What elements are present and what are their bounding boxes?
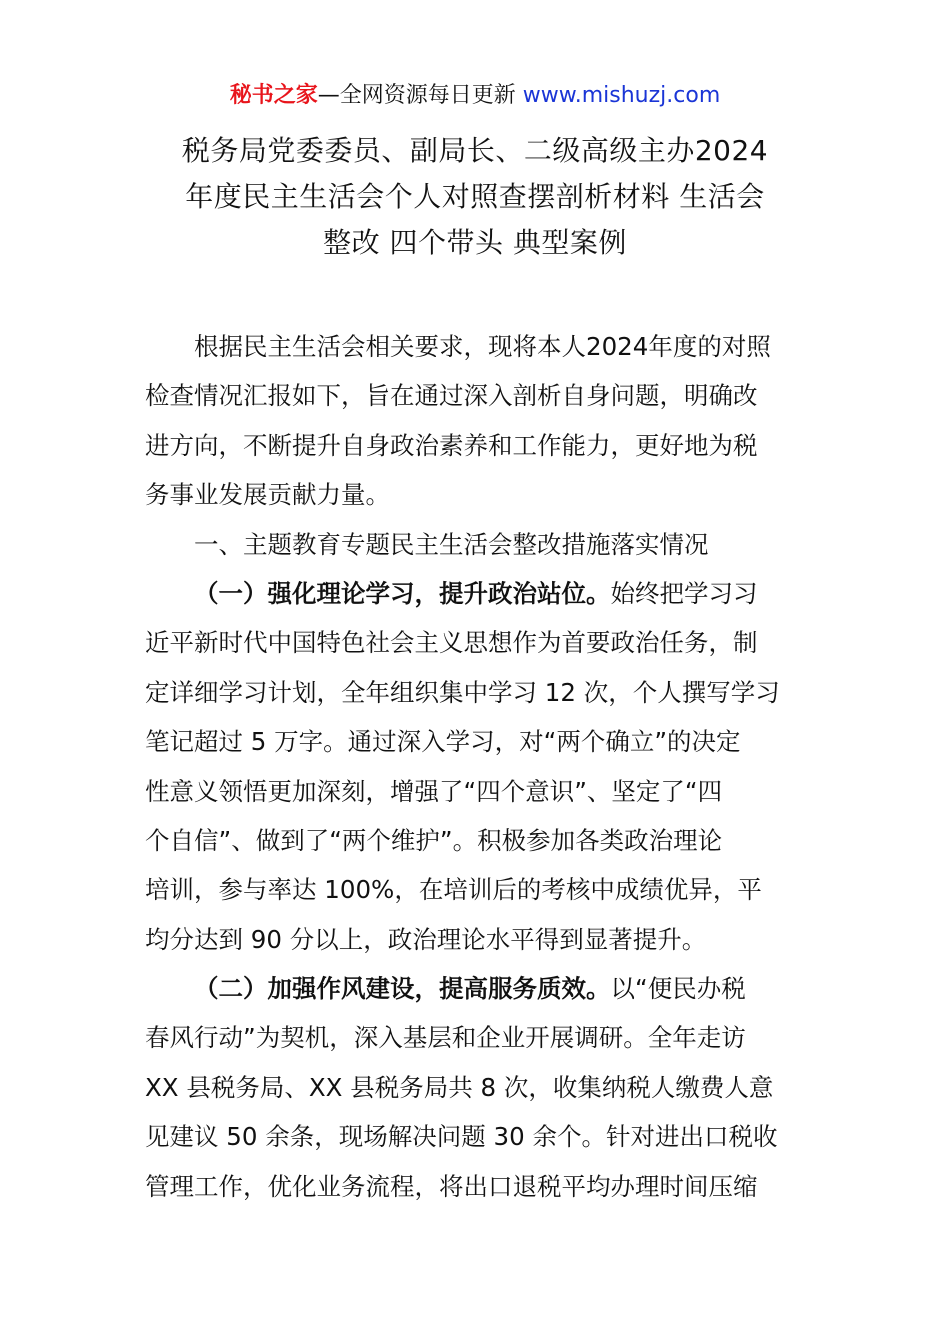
section-heading — [145, 520, 810, 569]
site-slogan: —全网资源每日更新 — [317, 83, 516, 108]
text-line: 定详细学习计划，全年组织集中学习 12 次，个人撰写学习 — [145, 677, 780, 707]
text-line: 近平新时代中国特色社会主义思想作为首要政治任务，制 — [145, 628, 758, 658]
text-line: 性意义领悟更加深刻，增强了“四个意识”、坚定了“四 — [145, 776, 723, 806]
text-line: 春风行动”为契机，深入基层和企业开展调研。全年走访 — [145, 1023, 746, 1053]
text-line: 个自信”、做到了“两个维护”。积极参加各类政治理论 — [145, 825, 723, 855]
title-line: 年度民主生活会个人对照查摆剖析材料 生活会 — [185, 180, 765, 213]
title-line: 整改 四个带头 典型案例 — [323, 226, 627, 259]
text-line: XX 县税务局、XX 县税务局共 8 次，收集纳税人缴费人意 — [145, 1072, 774, 1102]
text-line: 检查情况汇报如下，旨在通过深入剖析自身问题，明确改 — [145, 381, 758, 411]
site-url-link[interactable]: www.mishuzj.com — [522, 83, 721, 108]
subsection-2-paragraph — [145, 964, 810, 1211]
text-line: 务事业发展贡献力量。 — [145, 480, 390, 510]
intro-paragraph — [145, 322, 810, 520]
text-line: 笔记超过 5 万字。通过深入学习，对“两个确立”的决定 — [145, 727, 741, 757]
text-fragment: 始终把学习习 — [610, 578, 758, 608]
document-title — [120, 128, 830, 266]
subsection-2-heading: （二）加强作风建设，提高服务质效。 — [194, 974, 611, 1004]
site-name: 秘书之家 — [229, 83, 318, 108]
subsection-1-heading: （一）强化理论学习，提升政治站位。 — [194, 578, 611, 608]
section-1-heading: 一、主题教育专题民主生活会整改措施落实情况 — [194, 529, 709, 559]
subsection-1-paragraph — [145, 569, 810, 964]
text-line: 管理工作，优化业务流程，将出口退税平均办理时间压缩 — [145, 1171, 758, 1201]
site-banner — [0, 80, 950, 112]
document-body — [145, 322, 810, 1211]
title-line: 税务局党委委员、副局长、二级高级主办2024 — [181, 134, 769, 167]
text-line — [145, 569, 810, 618]
text-line: 见建议 50 余条，现场解决问题 30 余个。针对进出口税收 — [145, 1122, 778, 1152]
text-line — [145, 964, 810, 1013]
text-line: 根据民主生活会相关要求，现将本人2024年度的对照 — [194, 332, 771, 361]
text-line: 培训，参与率达 100%，在培训后的考核中成绩优异，平 — [145, 875, 762, 905]
text-line: 均分达到 90 分以上，政治理论水平得到显著提升。 — [145, 924, 707, 954]
text-line: 进方向，不断提升自身政治素养和工作能力，更好地为税 — [145, 430, 758, 460]
text-fragment: 以“便民办税 — [610, 974, 746, 1004]
